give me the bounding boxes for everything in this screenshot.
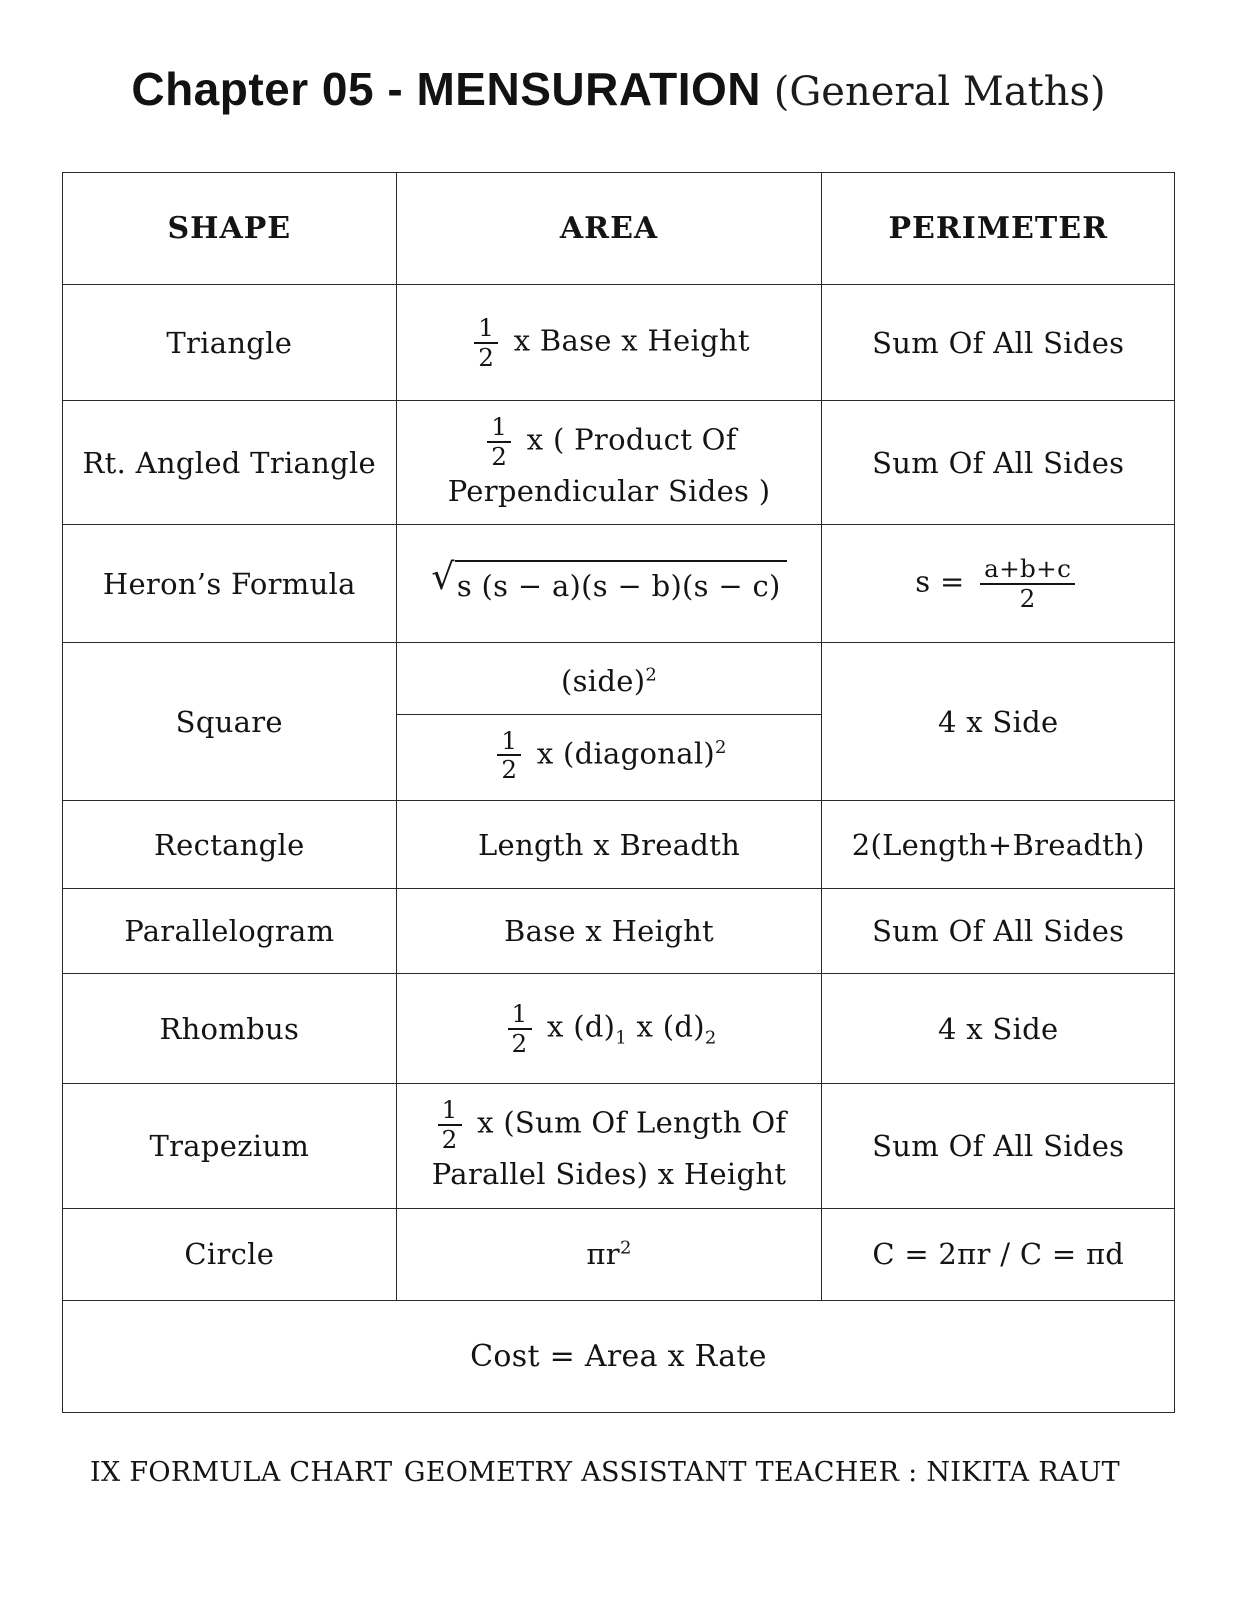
shape-cell: Rt. Angled Triangle [63,401,397,525]
superscript: 2 [619,1237,632,1259]
fraction-numerator: 1 [487,413,511,443]
shape-cell: Triangle [63,285,397,401]
table-row [63,889,1175,974]
table-cost-section [63,1300,1175,1412]
shape-cell: Heron’s Formula [63,525,397,643]
fraction [508,1000,532,1057]
table-header [63,173,1175,285]
header-area: AREA [396,173,822,285]
cost-row [63,1300,1175,1412]
fraction [980,555,1075,612]
perimeter-cell: C = 2πr / C = πd [822,1208,1175,1300]
header-row [63,173,1175,285]
area-formula: (side)$^2$ [561,663,658,698]
chapter-title: Chapter 05 - MENSURATION [131,63,761,115]
chapter-subtitle: (General Maths) [761,69,1106,115]
area-cell [396,1208,822,1300]
table-row [63,525,1175,643]
shape-cell: Rhombus [63,974,397,1084]
fraction [474,314,498,371]
table-row [63,974,1175,1084]
subscript: 2 [704,1027,717,1049]
perimeter-cell: 2(Length+Breadth) [822,801,1175,889]
fraction-numerator: 1 [474,314,498,344]
fraction-denominator: 2 [501,755,518,785]
area-cell [396,643,822,801]
fraction-numerator: 1 [438,1096,462,1126]
perimeter-cell: 4 x Side [822,643,1175,801]
formula-table [62,172,1175,1413]
shape-cell: Parallelogram [63,889,397,974]
fraction [487,413,511,470]
area-cell [396,889,822,974]
subscript: 1 [615,1027,628,1049]
area-formula: $\frac{1}{2}$ x $(d)_1$ x $(d)_2$ [397,988,822,1069]
fraction-numerator: a+b+c [980,555,1075,585]
area-cell [396,285,822,401]
table-body [63,285,1175,1301]
area-cell [396,974,822,1084]
fraction-denominator: 2 [441,1124,458,1154]
area-cell [396,401,822,525]
perimeter-cell: Sum Of All Sides [822,285,1175,401]
fraction [438,1096,462,1153]
fraction-denominator: 2 [1019,583,1036,613]
area-formula: Base x Height [504,914,715,949]
fraction-numerator: 1 [497,727,521,757]
superscript: 2 [715,736,727,758]
area-cell [396,801,822,889]
square-root-body: s (s − a)(s − b)(s − c) [455,560,787,607]
shape-cell: Rectangle [63,801,397,889]
page-footer [62,1457,1175,1488]
shape-cell: Trapezium [63,1084,397,1208]
area-cell [396,525,822,643]
table-row [63,801,1175,889]
fraction-denominator: 2 [478,342,495,372]
shape-cell: Circle [63,1208,397,1300]
footer-left: IX FORMULA CHART [90,1456,393,1488]
fraction-denominator: 2 [491,441,508,471]
perimeter-cell: 4 x Side [822,974,1175,1084]
table-row [63,1208,1175,1300]
shape-cell: Square [63,643,397,801]
square-root [431,555,786,607]
footer-right: GEOMETRY ASSISTANT TEACHER : NIKITA RAUT [403,1456,1120,1488]
page-title [62,62,1175,116]
area-cell [396,1084,822,1208]
header-perimeter: PERIMETER [822,173,1175,285]
perimeter-cell: Sum Of All Sides [822,401,1175,525]
fraction-numerator: 1 [508,1000,532,1030]
radical-icon: √ [431,555,455,599]
table-row [63,1084,1175,1208]
superscript: 2 [645,663,658,685]
table-row [63,643,1175,801]
table-row [63,401,1175,525]
area-formula: Length x Breadth [477,827,741,862]
area-formula: $\frac{1}{2}$ x (Sum Of Length Of Parallel Sides) x Height [431,1095,787,1192]
cost-formula: Cost = Area x Rate [63,1300,1175,1412]
area-formula [397,548,822,619]
fraction-denominator: 2 [511,1028,528,1058]
area-formula: $\frac{1}{2}$ x Base x Height [397,302,822,383]
area-formula: $\pi r^2$ [586,1237,632,1271]
perimeter-cell: Sum Of All Sides [822,889,1175,974]
perimeter-cell: s = $\frac{a+b+c}{2}$ [822,525,1175,643]
area-formula: $\frac{1}{2}$ x (diagonal)$^2$ [397,715,822,796]
area-formula: $\frac{1}{2}$ x ( Product Of Perpendicular Sides ) [447,412,771,509]
table-row [63,285,1175,401]
header-shape: SHAPE [63,173,397,285]
fraction [497,727,521,784]
perimeter-cell: Sum Of All Sides [822,1084,1175,1208]
